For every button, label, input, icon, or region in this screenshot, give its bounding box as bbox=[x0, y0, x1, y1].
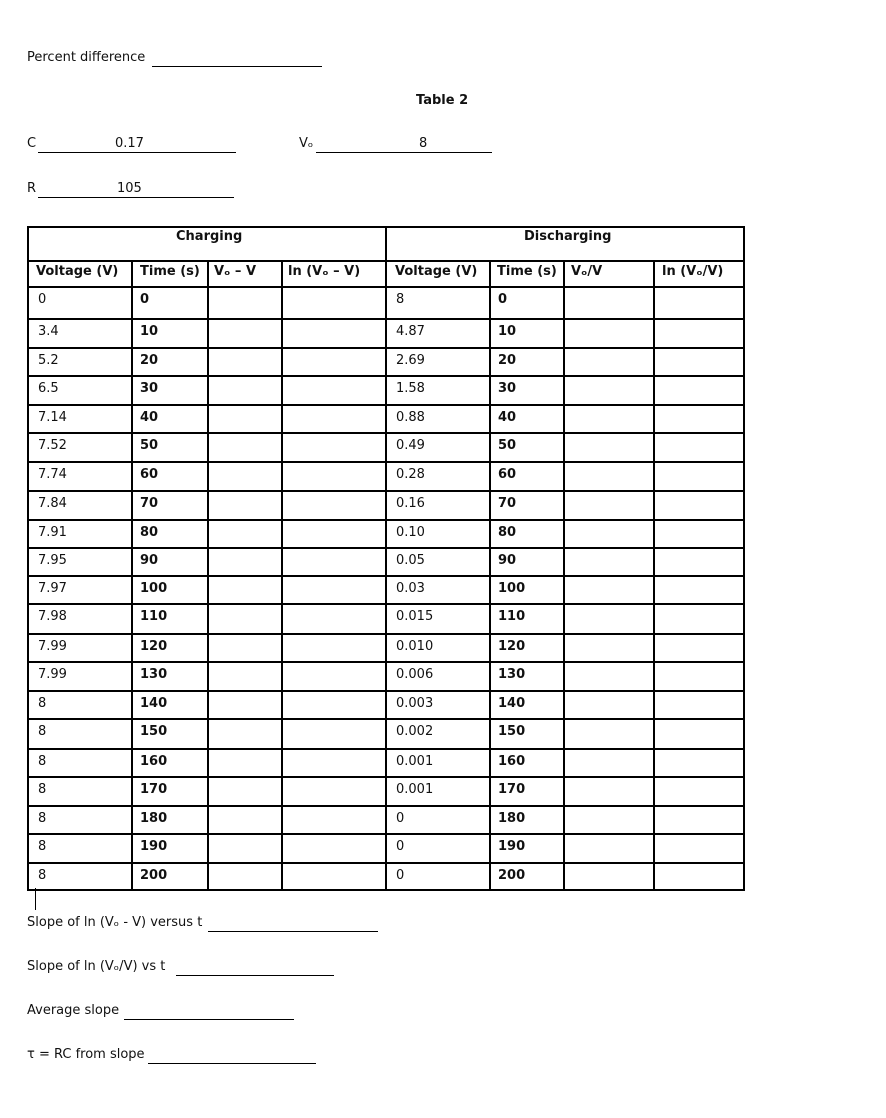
discharging-voltage-cell: 1.58 bbox=[396, 381, 425, 396]
tau-blank[interactable] bbox=[148, 1063, 316, 1064]
section-discharging: Discharging bbox=[524, 229, 612, 244]
row-line bbox=[27, 633, 745, 635]
charging-time-cell: 180 bbox=[140, 811, 168, 826]
charging-voltage-cell: 8 bbox=[38, 782, 47, 797]
row-line bbox=[27, 432, 745, 434]
row-line bbox=[27, 575, 745, 577]
charging-time-cell: 90 bbox=[140, 553, 159, 568]
capacitance-value: 0.17 bbox=[115, 136, 144, 151]
charging-time-cell: 120 bbox=[140, 639, 168, 654]
charging-voltage-cell: 3.4 bbox=[38, 324, 59, 339]
discharging-time-cell: 80 bbox=[498, 525, 517, 540]
charging-voltage-cell: 6.5 bbox=[38, 381, 59, 396]
discharging-voltage-cell: 0 bbox=[396, 868, 405, 883]
column-header: Time (s) bbox=[140, 264, 200, 279]
discharging-voltage-cell: 0.001 bbox=[396, 782, 434, 797]
discharging-time-cell: 120 bbox=[498, 639, 526, 654]
average-slope-label: Average slope bbox=[27, 1003, 120, 1018]
charging-voltage-cell: 7.74 bbox=[38, 467, 67, 482]
charging-time-cell: 40 bbox=[140, 410, 159, 425]
percent-difference-blank[interactable] bbox=[152, 66, 322, 67]
discharging-voltage-cell: 0.16 bbox=[396, 496, 425, 511]
discharging-voltage-cell: 0.03 bbox=[396, 581, 425, 596]
row-line bbox=[27, 260, 745, 262]
charging-voltage-cell: 7.14 bbox=[38, 410, 67, 425]
charging-time-cell: 200 bbox=[140, 868, 168, 883]
charging-voltage-cell: 7.98 bbox=[38, 609, 67, 624]
discharging-time-cell: 160 bbox=[498, 754, 526, 769]
row-line bbox=[27, 718, 745, 720]
charging-voltage-cell: 8 bbox=[38, 839, 47, 854]
v0-blank[interactable] bbox=[316, 152, 492, 153]
row-line bbox=[27, 375, 745, 377]
discharging-time-cell: 50 bbox=[498, 438, 517, 453]
text-cursor bbox=[35, 888, 36, 910]
discharging-time-cell: 200 bbox=[498, 868, 526, 883]
capacitance-blank[interactable] bbox=[38, 152, 236, 153]
charging-time-cell: 170 bbox=[140, 782, 168, 797]
discharging-voltage-cell: 0 bbox=[396, 839, 405, 854]
charging-voltage-cell: 7.52 bbox=[38, 438, 67, 453]
charging-time-cell: 140 bbox=[140, 696, 168, 711]
charging-voltage-cell: 8 bbox=[38, 754, 47, 769]
discharging-voltage-cell: 0.05 bbox=[396, 553, 425, 568]
percent-difference-label: Percent difference bbox=[27, 50, 146, 65]
charging-voltage-cell: 8 bbox=[38, 868, 47, 883]
discharging-time-cell: 30 bbox=[498, 381, 517, 396]
discharging-voltage-cell: 0.49 bbox=[396, 438, 425, 453]
discharging-voltage-cell: 2.69 bbox=[396, 353, 425, 368]
discharging-time-cell: 190 bbox=[498, 839, 526, 854]
column-header: ln (Vₒ/V) bbox=[662, 264, 724, 279]
charging-voltage-cell: 7.97 bbox=[38, 581, 67, 596]
slope-discharging-blank[interactable] bbox=[176, 975, 334, 976]
resistance-blank[interactable] bbox=[38, 197, 234, 198]
average-slope-blank[interactable] bbox=[124, 1019, 294, 1020]
row-line bbox=[27, 748, 745, 750]
charging-voltage-cell: 8 bbox=[38, 696, 47, 711]
discharging-time-cell: 90 bbox=[498, 553, 517, 568]
discharging-time-cell: 170 bbox=[498, 782, 526, 797]
charging-time-cell: 80 bbox=[140, 525, 159, 540]
discharging-time-cell: 40 bbox=[498, 410, 517, 425]
row-line bbox=[27, 318, 745, 320]
row-line bbox=[27, 519, 745, 521]
discharging-voltage-cell: 0.003 bbox=[396, 696, 434, 711]
row-line bbox=[27, 805, 745, 807]
row-line bbox=[27, 490, 745, 492]
charging-time-cell: 150 bbox=[140, 724, 168, 739]
discharging-time-cell: 140 bbox=[498, 696, 526, 711]
v0-label: Vₒ bbox=[299, 136, 314, 151]
charging-voltage-cell: 7.99 bbox=[38, 667, 67, 682]
row-line bbox=[27, 862, 745, 864]
capacitance-label: C bbox=[27, 136, 37, 151]
column-header: Time (s) bbox=[497, 264, 557, 279]
discharging-time-cell: 180 bbox=[498, 811, 526, 826]
discharging-voltage-cell: 0.015 bbox=[396, 609, 434, 624]
column-header: Voltage (V) bbox=[36, 264, 119, 279]
charging-voltage-cell: 7.91 bbox=[38, 525, 67, 540]
discharging-time-cell: 0 bbox=[498, 292, 508, 307]
table-border-left bbox=[27, 226, 29, 891]
discharging-voltage-cell: 0.001 bbox=[396, 754, 434, 769]
charging-voltage-cell: 8 bbox=[38, 724, 47, 739]
discharging-voltage-cell: 0.006 bbox=[396, 667, 434, 682]
column-header: Vₒ/V bbox=[571, 264, 603, 279]
row-line bbox=[27, 661, 745, 663]
charging-time-cell: 130 bbox=[140, 667, 168, 682]
row-line bbox=[27, 347, 745, 349]
charging-time-cell: 30 bbox=[140, 381, 159, 396]
charging-time-cell: 160 bbox=[140, 754, 168, 769]
charging-voltage-cell: 0 bbox=[38, 292, 47, 307]
column-header: Voltage (V) bbox=[395, 264, 478, 279]
resistance-label: R bbox=[27, 181, 37, 196]
section-divider bbox=[385, 226, 387, 891]
charging-voltage-cell: 8 bbox=[38, 811, 47, 826]
discharging-voltage-cell: 0.002 bbox=[396, 724, 434, 739]
column-line bbox=[207, 260, 209, 891]
charging-time-cell: 60 bbox=[140, 467, 159, 482]
charging-time-cell: 100 bbox=[140, 581, 168, 596]
discharging-time-cell: 110 bbox=[498, 609, 526, 624]
discharging-time-cell: 20 bbox=[498, 353, 517, 368]
charging-time-cell: 10 bbox=[140, 324, 159, 339]
section-charging: Charging bbox=[176, 229, 243, 244]
column-header: Vₒ – V bbox=[214, 264, 257, 279]
table-title: Table 2 bbox=[416, 93, 469, 108]
tau-label: τ = RC from slope bbox=[27, 1047, 145, 1062]
discharging-time-cell: 10 bbox=[498, 324, 517, 339]
discharging-voltage-cell: 0 bbox=[396, 811, 405, 826]
discharging-time-cell: 150 bbox=[498, 724, 526, 739]
column-line bbox=[489, 260, 491, 891]
row-line bbox=[27, 404, 745, 406]
row-line bbox=[27, 286, 745, 288]
discharging-voltage-cell: 0.28 bbox=[396, 467, 425, 482]
discharging-time-cell: 100 bbox=[498, 581, 526, 596]
row-line bbox=[27, 547, 745, 549]
row-line bbox=[27, 776, 745, 778]
column-header: ln (Vₒ – V) bbox=[288, 264, 361, 279]
charging-time-cell: 20 bbox=[140, 353, 159, 368]
column-line bbox=[281, 260, 283, 891]
charging-voltage-cell: 7.99 bbox=[38, 639, 67, 654]
column-line bbox=[563, 260, 565, 891]
charging-voltage-cell: 5.2 bbox=[38, 353, 59, 368]
charging-time-cell: 110 bbox=[140, 609, 168, 624]
discharging-time-cell: 60 bbox=[498, 467, 517, 482]
slope-charging-label: Slope of ln (Vₒ - V) versus t bbox=[27, 915, 203, 930]
row-line bbox=[27, 690, 745, 692]
charging-time-cell: 0 bbox=[140, 292, 150, 307]
row-line bbox=[27, 603, 745, 605]
charging-voltage-cell: 7.95 bbox=[38, 553, 67, 568]
discharging-voltage-cell: 0.010 bbox=[396, 639, 434, 654]
row-line bbox=[27, 833, 745, 835]
table-border-right bbox=[743, 226, 745, 891]
row-line bbox=[27, 461, 745, 463]
charging-time-cell: 190 bbox=[140, 839, 168, 854]
charging-time-cell: 50 bbox=[140, 438, 159, 453]
column-line bbox=[131, 260, 133, 891]
discharging-time-cell: 70 bbox=[498, 496, 517, 511]
column-line bbox=[653, 260, 655, 891]
discharging-time-cell: 130 bbox=[498, 667, 526, 682]
discharging-voltage-cell: 0.10 bbox=[396, 525, 425, 540]
charging-time-cell: 70 bbox=[140, 496, 159, 511]
slope-charging-blank[interactable] bbox=[208, 931, 378, 932]
discharging-voltage-cell: 8 bbox=[396, 292, 405, 307]
slope-discharging-label: Slope of ln (Vₒ/V) vs t bbox=[27, 959, 166, 974]
discharging-voltage-cell: 0.88 bbox=[396, 410, 425, 425]
v0-value: 8 bbox=[419, 136, 428, 151]
resistance-value: 105 bbox=[117, 181, 142, 196]
discharging-voltage-cell: 4.87 bbox=[396, 324, 425, 339]
charging-voltage-cell: 7.84 bbox=[38, 496, 67, 511]
